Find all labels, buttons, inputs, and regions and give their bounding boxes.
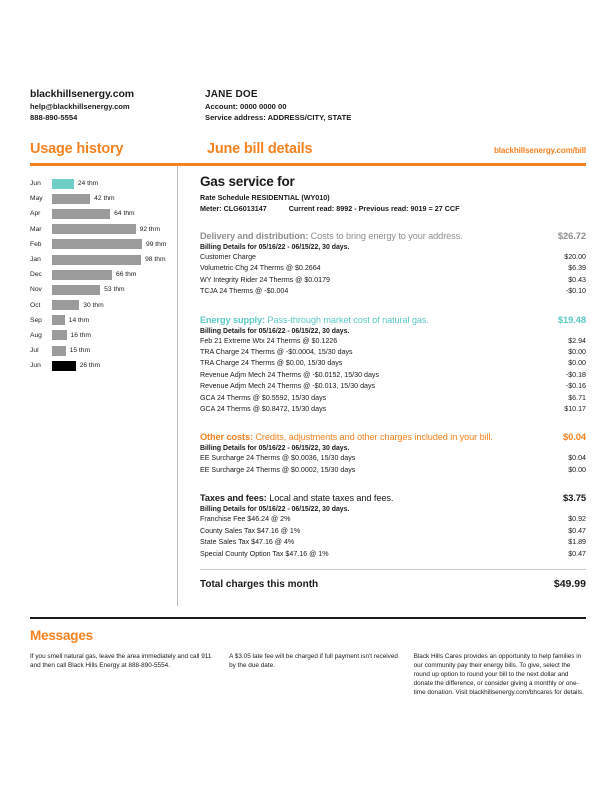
section-amount: $26.72	[557, 230, 586, 241]
billing-details-period: Billing Details for 05/16/22 - 06/15/22, 30 days.	[200, 327, 350, 335]
usage-bar	[52, 361, 76, 371]
charge-line-item	[200, 286, 586, 297]
section-description: Credits, adjustments and other charges included in your bill.	[252, 432, 493, 443]
header-info-block	[30, 88, 586, 123]
charge-line-label: Customer Charge	[200, 253, 256, 261]
usage-bar-month: Aug	[30, 331, 42, 339]
usage-bar-month: Jun	[30, 362, 41, 370]
section-header	[200, 314, 586, 325]
charge-line-label: Revenue Adjm Mech 24 Therms @ -$0.0152, 15/30 days	[200, 370, 379, 379]
account-number: Account: 0000 0000 00	[205, 102, 287, 111]
charge-sections	[200, 230, 586, 560]
usage-bar	[52, 224, 136, 234]
service-address: Service address: ADDRESS/CITY, STATE	[205, 113, 352, 122]
column-divider	[177, 166, 178, 606]
charge-line-item	[200, 393, 586, 404]
usage-bar-track	[52, 222, 175, 237]
charge-line-label: TRA Charge 24 Therms @ $0.00, 15/30 days	[200, 359, 343, 368]
usage-bar-row	[30, 206, 175, 221]
rate-schedule: Rate Schedule RESIDENTIAL (WY010)	[200, 193, 330, 202]
charge-line-amount: $0.00	[568, 348, 586, 357]
usage-bar-value: 98 thm	[145, 256, 166, 264]
usage-bar-value: 15 thm	[69, 347, 91, 355]
charge-line-amount: -$0.18	[565, 370, 586, 379]
usage-bar-row	[30, 343, 175, 358]
usage-bar	[52, 285, 100, 295]
charge-section-taxes	[200, 492, 586, 560]
message-late-fee: A $3.05 late fee will be charged if full payment isn't received by the due date.	[229, 653, 398, 670]
usage-bar-row	[30, 237, 175, 252]
charge-line-label: Revenue Adjm Mech 24 Therms @ -$0.013, 15/30 days	[200, 382, 376, 391]
usage-bar-row	[30, 252, 175, 267]
section-header-text	[200, 231, 463, 241]
charge-line-amount: $0.47	[568, 549, 586, 558]
usage-bar-month: Dec	[30, 271, 42, 279]
usage-bar-month: Mar	[30, 225, 42, 233]
message-black-hills-cares: Black Hills Cares provides an opportunity to help families in our community pay their energy bills. To give, select the round up option to round your bill to the next dollar and donate the difference, or consider giving a monthly or one-time donation. Visit blackhillsenergy.com/bhcares for details.	[413, 653, 584, 697]
company-phone: 888-890-5554	[30, 113, 78, 122]
section-description: Local and state taxes and fees.	[266, 493, 394, 504]
charge-line-label: WY Integrity Rider 24 Therms @ $0.0179	[200, 275, 330, 284]
company-website: blackhillsenergy.com	[30, 88, 135, 100]
usage-bar-value: 30 thm	[83, 301, 104, 309]
section-header-text	[200, 432, 493, 442]
charge-line-label: Feb 21 Extreme Wtx 24 Therms @ $0.1226	[200, 336, 338, 345]
charge-line-label: TRA Charge 24 Therms @ -$0.0004, 15/30 days	[200, 348, 353, 357]
charge-line-item	[200, 336, 586, 347]
charge-line-amount: $6.71	[568, 393, 586, 402]
billing-details-period: Billing Details for 05/16/22 - 06/15/22, 30 days.	[200, 506, 350, 514]
usage-bar-track	[52, 298, 175, 313]
usage-bar	[52, 300, 79, 310]
messages-columns	[30, 652, 586, 697]
charge-line-amount: -$0.10	[565, 287, 586, 296]
charge-line-item	[200, 263, 586, 274]
usage-bar-row	[30, 358, 175, 373]
charge-line-label: EE Surcharge 24 Therms @ $0.0036, 15/30 days	[200, 454, 356, 463]
usage-bar-value: 64 thm	[114, 210, 135, 218]
account-column	[205, 88, 585, 123]
billing-details-period: Billing Details for 05/16/22 - 06/15/22, 30 days.	[200, 445, 350, 453]
charge-line-item	[200, 404, 586, 415]
message-safety: If you smell natural gas, leave the area immediately and call 911 and then call Black Hills Energy at 888-890-5554.	[30, 653, 212, 670]
charge-line-label: TCJA 24 Therms @ -$0.004	[200, 287, 289, 296]
usage-bar-track	[52, 313, 175, 328]
charge-line-item	[200, 453, 586, 464]
usage-bar-value: 14 thm	[68, 316, 90, 324]
usage-bar-track	[52, 176, 175, 191]
charge-line-label: County Sales Tax $47.16 @ 1%	[200, 526, 301, 535]
usage-bar-row	[30, 176, 175, 191]
charge-line-item	[200, 381, 586, 392]
charge-line-item	[200, 347, 586, 358]
meter-reads: Current read: 8992 - Previous read: 9019 = 27 CCF	[288, 203, 460, 213]
section-band	[30, 141, 586, 163]
usage-history-chart	[30, 176, 175, 373]
charge-line-amount: $1.89	[568, 538, 586, 547]
charge-line-item	[200, 370, 586, 381]
usage-bar-month: Nov	[30, 286, 42, 294]
messages-title: Messages	[30, 628, 93, 643]
charge-line-label: Volumetric Chg 24 Therms @ $0.2664	[200, 264, 321, 273]
bill-website-link[interactable]: blackhillsenergy.com/bill	[493, 146, 586, 155]
usage-bar-track	[52, 267, 175, 282]
usage-bar-value: 66 thm	[116, 271, 137, 279]
usage-bar	[52, 330, 67, 340]
bill-details-title: June bill details	[207, 141, 313, 157]
section-title: Other costs:	[200, 432, 253, 443]
charge-line-label: Franchise Fee $46.24 @ 2%	[200, 515, 291, 524]
total-charges-amount: $49.99	[553, 577, 586, 590]
usage-bar-value: 26 thm	[79, 362, 101, 370]
charge-line-amount: $0.00	[568, 465, 586, 474]
usage-bar-track	[52, 191, 175, 206]
charge-line-amount: $6.39	[568, 264, 586, 273]
usage-bar-row	[30, 298, 175, 313]
charge-line-item	[200, 358, 586, 369]
usage-bar-month: Apr	[30, 210, 41, 218]
section-header-text	[200, 315, 429, 325]
charge-line-item	[200, 252, 586, 263]
usage-bar-month: Feb	[30, 240, 42, 248]
usage-bar-value: 24 thm	[77, 180, 99, 188]
section-title: Delivery and distribution:	[200, 231, 309, 241]
usage-bar-value: 42 thm	[94, 195, 115, 203]
section-header	[200, 431, 586, 442]
charge-line-label: Special County Option Tax $47.16 @ 1%	[200, 549, 329, 558]
charge-line-item	[200, 514, 586, 525]
charge-line-amount: $10.17	[564, 405, 586, 414]
charge-line-label: State Sales Tax $47.16 @ 4%	[200, 538, 295, 547]
gas-service-title: Gas service for	[200, 174, 295, 189]
charge-section-delivery	[200, 230, 586, 298]
charge-line-label: EE Surcharge 24 Therms @ $0.0002, 15/30 days	[200, 465, 356, 474]
usage-bar-month: Jul	[30, 347, 39, 355]
section-header-text	[200, 493, 393, 503]
usage-bar	[52, 209, 110, 219]
section-title: Energy supply:	[200, 314, 265, 325]
charge-line-amount: -$0.16	[565, 382, 586, 391]
band-divider	[30, 163, 586, 166]
charge-line-label: GCA 24 Therms @ $0.8472, 15/30 days	[200, 405, 327, 414]
usage-bar	[52, 315, 65, 325]
charge-line-item	[200, 537, 586, 548]
usage-bar-track	[52, 343, 175, 358]
usage-bar	[52, 194, 90, 204]
contact-column	[30, 88, 205, 123]
usage-bar-row	[30, 313, 175, 328]
section-header	[200, 230, 586, 241]
section-title: Taxes and fees:	[200, 493, 267, 504]
charge-line-amount: $20.00	[564, 253, 586, 261]
usage-bar	[52, 239, 142, 249]
billing-details-period: Billing Details for 05/16/22 - 06/15/22, 30 days.	[200, 244, 350, 251]
usage-bar-track	[52, 237, 175, 252]
usage-bar-row	[30, 282, 175, 297]
section-description: Costs to bring energy to your address.	[308, 231, 463, 241]
charge-line-item	[200, 275, 586, 286]
charge-line-amount: $0.47	[568, 526, 586, 535]
charge-line-amount: $0.92	[568, 515, 586, 524]
customer-name: JANE DOE	[205, 89, 258, 100]
charge-line-item	[200, 526, 586, 537]
charge-line-label: GCA 24 Therms @ $0.5592, 15/30 days	[200, 393, 327, 402]
charge-line-amount: $0.04	[568, 454, 586, 463]
meter-number: Meter: CLG6013147	[200, 203, 267, 213]
bill-details-panel	[200, 174, 586, 590]
usage-bar-track	[52, 206, 175, 221]
usage-bar	[52, 255, 141, 265]
charge-line-item	[200, 465, 586, 476]
charge-line-amount: $2.94	[568, 336, 586, 345]
total-charges-row	[200, 578, 586, 590]
section-header	[200, 492, 586, 503]
company-email: help@blackhillsenergy.com	[30, 102, 130, 111]
usage-bar-value: 53 thm	[104, 286, 125, 294]
usage-bar-row	[30, 267, 175, 282]
charge-line-amount: $0.00	[568, 359, 586, 368]
usage-bar	[52, 179, 74, 189]
usage-bar-row	[30, 191, 175, 206]
charge-line-item	[200, 549, 586, 560]
usage-bar-value: 16 thm	[70, 331, 91, 339]
section-amount: $3.75	[563, 492, 586, 504]
usage-bar-row	[30, 328, 175, 343]
usage-bar-track	[52, 328, 175, 343]
charge-line-amount: $0.43	[568, 275, 586, 284]
usage-bar-value: 92 thm	[139, 225, 161, 233]
usage-bar-track	[52, 252, 175, 267]
usage-bar	[52, 270, 112, 280]
usage-bar-value: 99 thm	[146, 240, 167, 248]
total-divider	[200, 569, 586, 570]
charge-section-other	[200, 431, 586, 476]
usage-bar-track	[52, 358, 175, 373]
usage-bar-row	[30, 222, 175, 237]
usage-bar-month: Jan	[30, 256, 41, 264]
section-amount: $19.48	[557, 313, 586, 325]
usage-bar-month: Oct	[30, 301, 41, 309]
section-description: Pass-through market cost of natural gas.	[264, 314, 429, 325]
usage-bar	[52, 346, 66, 356]
meter-reads-line	[200, 204, 586, 215]
usage-bar-month: Jun	[30, 180, 41, 188]
usage-bar-track	[52, 282, 175, 297]
usage-bar-month: Sep	[30, 316, 42, 324]
usage-bar-month: May	[30, 195, 43, 203]
usage-history-title: Usage history	[30, 141, 124, 157]
total-charges-label: Total charges this month	[200, 578, 319, 590]
messages-divider	[30, 617, 586, 619]
charge-section-energy	[200, 314, 586, 416]
section-amount: $0.04	[563, 431, 586, 443]
